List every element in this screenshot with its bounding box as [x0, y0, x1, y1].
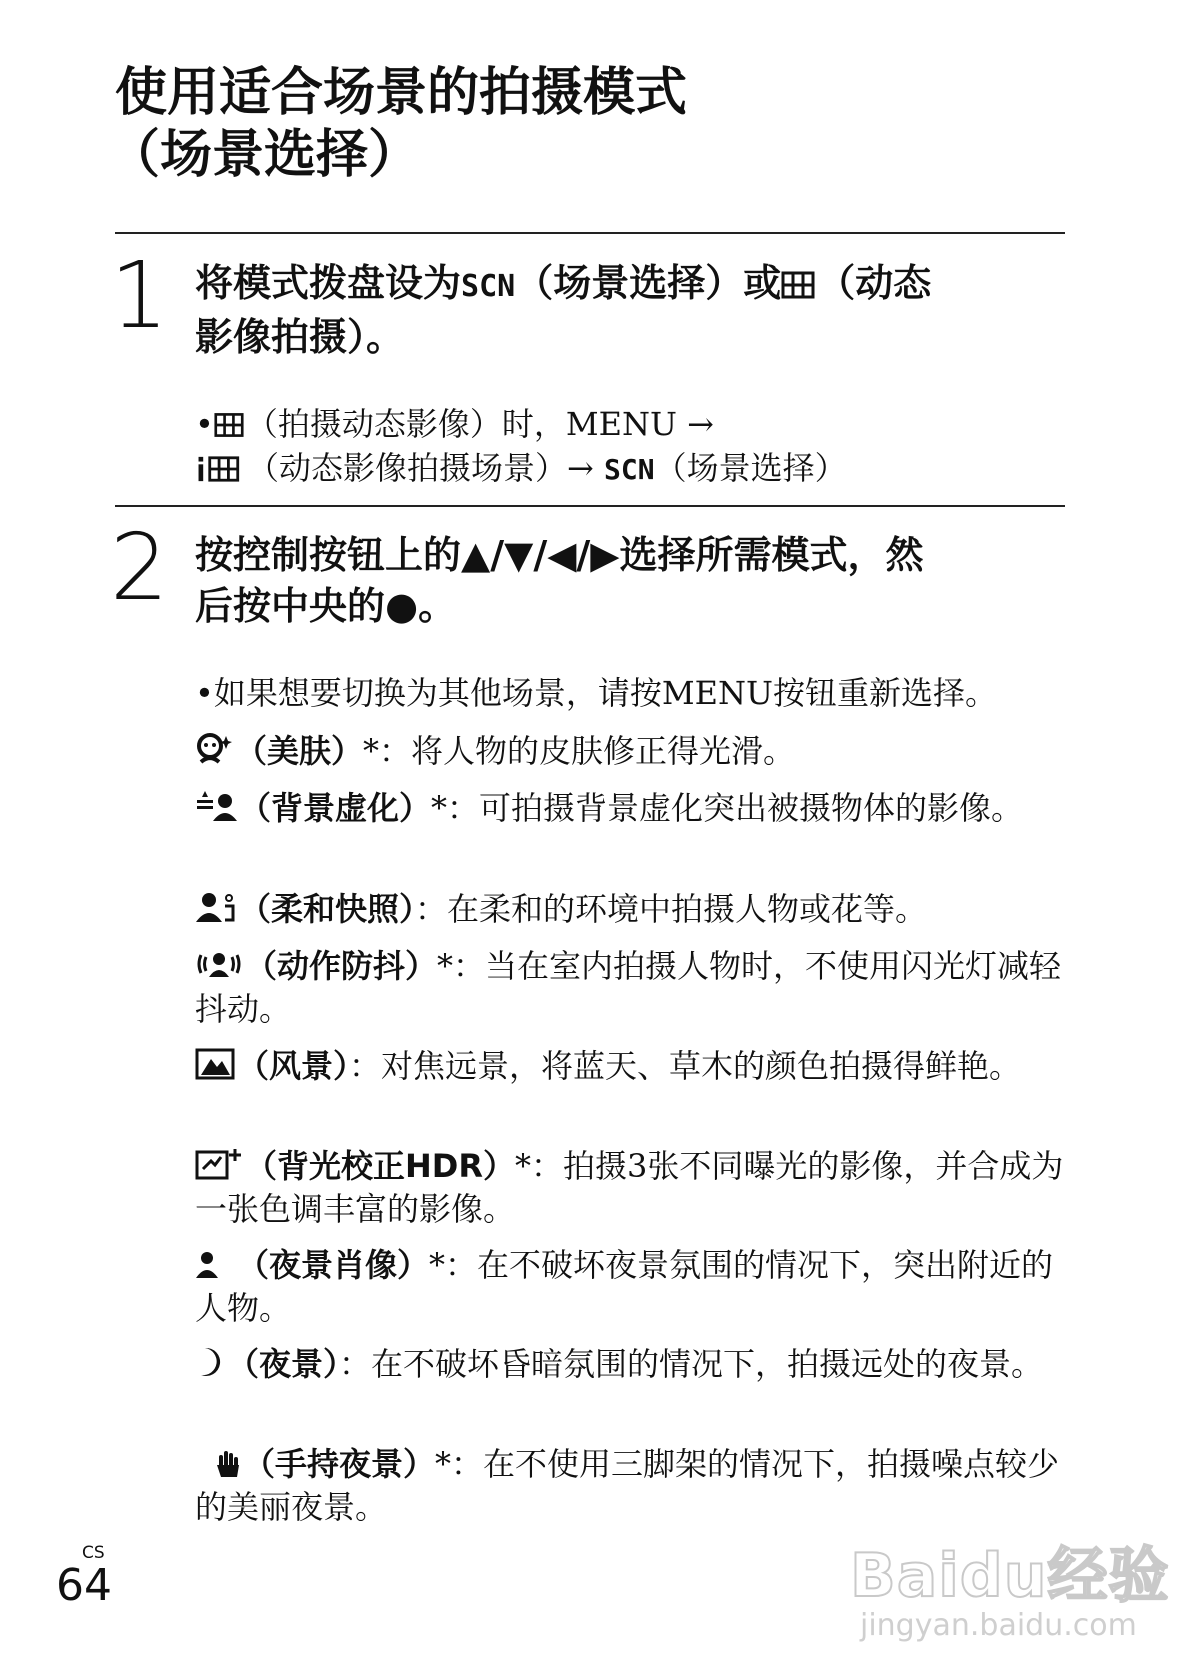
step-1-bullet: • （拍摄动态影像）时，MENU → （动态影像拍摄场景）→ SCN（场景选择）	[195, 405, 847, 487]
step-2-text-line2: 后按中央的●。	[195, 584, 457, 628]
scene-text: *：拍摄3张不同曝光的影像，并合成为一张色调丰富的影像。	[195, 1147, 1064, 1228]
scene-text: ：在柔和的环境中拍摄人物或花等。	[415, 890, 928, 928]
soft-snap-icon	[195, 890, 237, 924]
watermark-logo: Baidu经验	[850, 1541, 1170, 1611]
scene-label: （柔和快照）	[239, 890, 416, 928]
step-1-text-b: （场景选择）或	[515, 261, 782, 305]
scene-item	[195, 1045, 1075, 1088]
scene-item	[195, 1343, 1075, 1386]
step-2-number: 2	[110, 514, 169, 621]
bullet-text-a: （拍摄动态影像）时，MENU →	[245, 405, 714, 443]
movie-icon	[214, 411, 244, 439]
step-1-text-c: （动态	[817, 261, 932, 305]
scene-label: （风景）	[237, 1047, 350, 1085]
scene-item	[195, 787, 1075, 830]
step-2-note: •如果想要切换为其他场景，请按MENU按钮重新选择。	[195, 674, 997, 712]
page-number: 64	[56, 1560, 112, 1611]
hand-held-twilight-icon	[195, 1445, 241, 1479]
backlight-hdr-icon	[195, 1147, 243, 1181]
scene-item	[195, 730, 1075, 773]
anti-motion-blur-icon	[195, 947, 243, 981]
movie-icon	[781, 270, 815, 300]
step-2-heading	[195, 530, 1075, 632]
scene-label: （背景虚化）	[239, 789, 432, 827]
step-1-text-a: 将模式拨盘设为	[195, 261, 462, 305]
scene-label: （夜景）	[227, 1345, 340, 1383]
step-1-heading	[195, 258, 1075, 363]
scene-text: ：对焦远景，将蓝天、草木的颜色拍摄得鲜艳。	[349, 1047, 1022, 1085]
background-defocus-icon	[195, 789, 237, 823]
divider	[115, 505, 1065, 507]
scene-item	[195, 888, 1075, 931]
night-portrait-icon	[195, 1246, 235, 1280]
scene-text: *：在不破坏夜景氛围的情况下，突出附近的人物。	[195, 1246, 1054, 1327]
bullet-text-c: （场景选择）	[654, 449, 847, 487]
page-subtitle: （场景选择）	[108, 125, 421, 185]
scene-item	[195, 1244, 1075, 1330]
scene-label: （动作防抖）	[245, 947, 438, 985]
language-code: CS	[82, 1543, 105, 1563]
step-1-text-line2: 影像拍摄）。	[195, 315, 405, 359]
scn-label: SCN	[604, 453, 655, 486]
scene-text: ：在不破坏昏暗氛围的情况下，拍摄远处的夜景。	[339, 1345, 1044, 1383]
watermark-url: jingyan.baidu.com	[860, 1608, 1137, 1643]
scene-text: *：将人物的皮肤修正得光滑。	[363, 732, 796, 770]
scene-label: （手持夜景）	[243, 1445, 436, 1483]
scn-label: SCN	[461, 269, 516, 304]
page-title: 使用适合场景的拍摄模式	[115, 63, 688, 123]
intelligent-movie-icon	[195, 455, 245, 483]
divider	[115, 232, 1065, 234]
scene-item	[195, 945, 1075, 1031]
landscape-icon	[195, 1047, 235, 1081]
scene-label: （背光校正HDR）	[245, 1147, 515, 1185]
bullet-text-b: （动态影像拍摄场景）→	[247, 449, 604, 487]
step-2-text-line1: 按控制按钮上的▲/▼/◀/▶选择所需模式，然	[195, 533, 924, 577]
scene-label: （美肤）	[235, 732, 364, 770]
scene-text: *：在不使用三脚架的情况下，拍摄噪点较少的美丽夜景。	[195, 1445, 1060, 1526]
scene-label: （夜景肖像）	[237, 1246, 430, 1284]
step-1-number: 1	[110, 242, 169, 349]
soft-skin-icon	[195, 732, 233, 766]
scene-text: *：当在室内拍摄人物时，不使用闪光灯减轻抖动。	[195, 947, 1062, 1028]
scene-item	[195, 1145, 1075, 1231]
scene-text: *：可拍摄背景虚化突出被摄物体的影像。	[431, 789, 1024, 827]
scene-item	[195, 1443, 1075, 1529]
night-scene-icon	[195, 1345, 225, 1379]
